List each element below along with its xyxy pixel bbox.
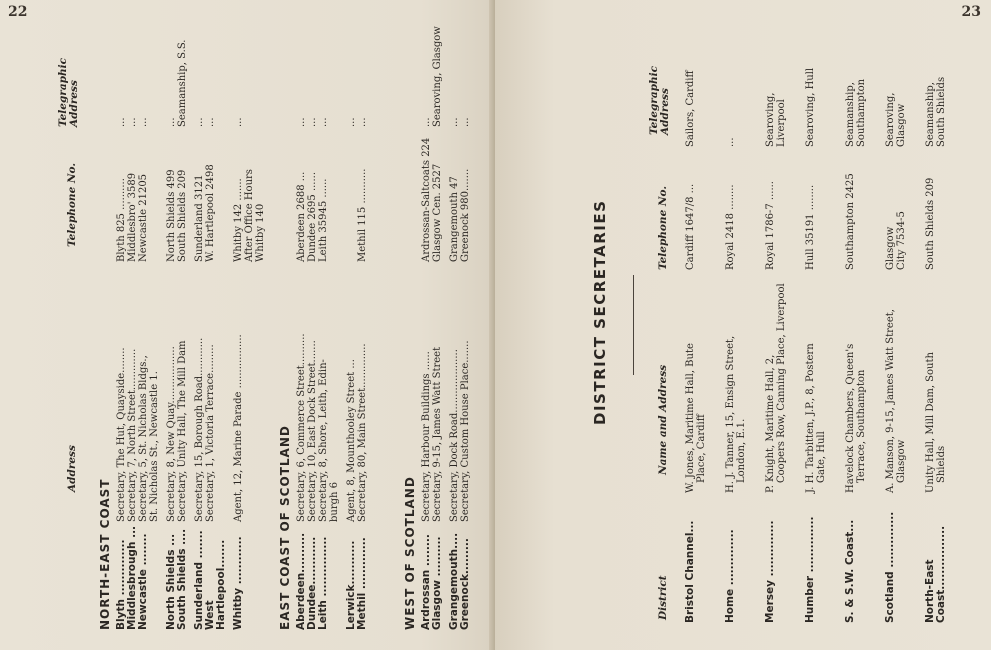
row-telegraphic: Seamanship, S.S.: [177, 39, 188, 127]
district-telegraphic: ...: [725, 137, 736, 147]
district-name-address: Unity Hall, Mill Dam, South: [925, 352, 936, 493]
row-telephone: Blyth 825 ..........: [116, 178, 127, 262]
section-title: NORTH-EAST COAST: [98, 478, 112, 630]
district-telegraphic: Searoving,: [765, 92, 776, 147]
row-place: Glasgow ..........: [431, 536, 443, 630]
district-telegraphic: Liverpool: [776, 99, 787, 147]
row-telephone: Dundee 2695 ......: [307, 171, 318, 262]
district-telephone: Hull 35191 ........: [805, 184, 816, 270]
row-telegraphic: ...: [233, 117, 244, 127]
row-place: Grangemouth....: [448, 532, 460, 630]
row-address: burgh 6: [329, 481, 340, 522]
row-address: Secretary, 6, Commerce Street..........: [296, 333, 307, 522]
header-telegraphic-right: Telegraphic Address: [648, 66, 671, 135]
district-name-address: Shields: [936, 445, 947, 483]
district-name-address: Terrace, Southampton: [856, 369, 867, 483]
row-place: West: [204, 600, 216, 630]
district-name: Humber ..............: [804, 516, 816, 623]
row-address: Agent, 12, Marine Parade .................: [233, 334, 244, 522]
row-telegraphic: ...: [357, 117, 368, 127]
row-telegraphic: ...: [307, 117, 318, 127]
row-telegraphic: ...: [460, 117, 471, 127]
row-telegraphic: ...: [449, 117, 460, 127]
district-telegraphic: Searoving, Hull: [805, 67, 816, 147]
district-name: North-East Coast................: [924, 525, 947, 623]
row-address: St. Nicholas St., Newcastle 1.: [149, 371, 160, 522]
row-telegraphic: ...: [138, 117, 149, 127]
district-name-address: A. Manson, 9-15, James Watt Street,: [885, 309, 896, 493]
row-place: Leith ...............: [317, 536, 329, 630]
district-name-address: London, E.1.: [736, 418, 747, 483]
district-telegraphic: Searoving,: [885, 92, 896, 147]
header-telephone: Telephone No.: [66, 163, 78, 247]
row-address: Secretary, 7, North Street.............: [127, 348, 138, 522]
row-telegraphic: ...: [205, 117, 216, 127]
row-place: Greenock.........: [459, 538, 471, 630]
district-telephone: Royal 2418 ........: [725, 184, 736, 270]
right-page: [495, 0, 991, 650]
row-place: Sunderland .......: [193, 530, 205, 630]
row-telegraphic: ...: [166, 117, 177, 127]
row-place: South Shields ....: [176, 528, 188, 630]
row-address: Secretary, The Hut, Quayside........: [116, 347, 127, 522]
district-name-address: H. J. Tanner, 15, Ensign Street,: [725, 335, 736, 493]
district-name: Scotland ..............: [884, 511, 896, 623]
row-telephone: W. Hartlepool 2498: [205, 164, 216, 262]
district-name-address: W. Jones, Maritime Hall, Bute: [685, 343, 696, 493]
page-number-right: 23: [961, 4, 981, 20]
row-place: Newcastle ........: [137, 533, 149, 630]
row-place: Dundee............: [306, 536, 318, 630]
row-telephone: Grangemouth 47: [449, 176, 460, 262]
row-address: Secretary, 15, Borough Road............: [194, 337, 205, 522]
row-place: Whitby ............: [232, 536, 244, 630]
district-telephone: City 7534-5: [896, 211, 907, 270]
row-address: Secretary, Dock Road....................: [449, 349, 460, 522]
right-page-table: [545, 40, 965, 625]
left-page-table: [57, 26, 478, 632]
row-address: Secretary, 10, East Dock Street.......: [307, 340, 318, 522]
row-telephone: Methil 115 ...........: [357, 168, 368, 262]
district-telegraphic: Sailors, Cardiff: [685, 70, 696, 147]
district-secretaries-title: DISTRICT SECRETARIES: [591, 199, 609, 425]
row-address: Secretary, Unity Hall, The Mill Dam: [177, 340, 188, 522]
district-telephone: Glasgow: [885, 226, 896, 270]
district-telephone: Southampton 2425: [845, 173, 856, 270]
header-address: Address: [66, 445, 78, 492]
row-telephone: After Office Hours: [244, 169, 255, 262]
district-telegraphic: Seamanship,: [845, 82, 856, 147]
district-telephone: South Shields 209: [925, 177, 936, 270]
row-address: Secretary, 8, Shore, Leith, Edin-: [318, 359, 329, 522]
row-address: Secretary, 8, New Quay..................: [166, 346, 177, 522]
row-place: Blyth ..............: [115, 539, 127, 630]
row-place: Lerwick...........: [345, 540, 357, 630]
row-place: Ardrossan ........: [420, 534, 432, 630]
district-name-address: Gate, Hull: [816, 431, 827, 483]
district-telephone: Cardiff 1647/8 ...: [685, 183, 696, 270]
district-telegraphic: South Shields: [936, 76, 947, 147]
left-page: [0, 0, 495, 650]
row-telephone: South Shields 209: [177, 169, 188, 262]
row-telephone: Greenock 980.......: [460, 168, 471, 262]
row-place: North Shields ...: [165, 533, 177, 630]
row-telegraphic: ...: [194, 117, 205, 127]
row-address: Secretary, Harbour Buildings ......: [421, 351, 432, 522]
district-telegraphic: Seamanship,: [925, 82, 936, 147]
row-telegraphic: ...: [421, 117, 432, 127]
row-address: Secretary, 1, Victoria Terrace.........: [205, 344, 216, 522]
row-address: Secretary, 9-15, James Watt Street: [432, 346, 443, 522]
row-telegraphic: Searoving, Glasgow: [432, 26, 443, 127]
district-name-address: Place, Cardiff: [696, 414, 707, 483]
row-telephone: Ardrossan-Saltcoats 224: [421, 137, 432, 262]
district-name: Mersey ..............: [764, 520, 776, 623]
district-name-address: Glasgow: [896, 439, 907, 483]
district-name-address: J. H. Tarbitten, J.P., 8, Postern: [805, 343, 816, 493]
district-name: Home ..............: [724, 529, 736, 623]
row-place: Aberdeen..........: [295, 532, 307, 630]
row-telephone: Whitby 142 .......: [233, 178, 244, 262]
row-telephone: Glasgow Cen. 2527: [432, 163, 443, 262]
row-telephone: North Shields 499: [166, 169, 177, 262]
row-telegraphic: ...: [318, 117, 329, 127]
row-telegraphic: ...: [127, 117, 138, 127]
district-name: S. & S.W. Coast...: [844, 519, 856, 623]
row-telephone: Leith 35945 ......: [318, 178, 329, 262]
district-telegraphic: Southampton: [856, 78, 867, 147]
row-telephone: Sunderland 3121: [194, 174, 205, 262]
row-telephone: Aberdeen 2688 ...: [296, 171, 307, 262]
section-title: WEST OF SCOTLAND: [403, 476, 417, 630]
header-name-address: Name and Address: [657, 364, 669, 475]
row-address: Secretary, Custom House Place.......: [460, 340, 471, 522]
district-name-address: P. Knight, Maritime Hall, 2,: [765, 354, 776, 493]
row-telephone: Middlesbro' 3589: [127, 172, 138, 262]
row-telegraphic: ...: [296, 117, 307, 127]
section-title: EAST COAST OF SCOTLAND: [278, 425, 292, 630]
row-place: Methil .............: [356, 537, 368, 630]
header-telegraphic: Telegraphic Address: [57, 58, 80, 127]
row-address: Secretary, 5, St. Nicholas Bldgs.,: [138, 355, 149, 522]
row-place: Hartlepool.......: [215, 539, 227, 630]
row-telegraphic: ...: [346, 117, 357, 127]
row-telegraphic: ...: [116, 117, 127, 127]
row-telephone: Whitby 140: [255, 203, 266, 262]
page-number-left: 22: [8, 4, 28, 20]
row-place: Middlesbrough ...: [126, 525, 138, 630]
title-rule: [633, 275, 634, 375]
district-name-address: Havelock Chambers, Queen's: [845, 343, 856, 493]
district-name: Bristol Channel...: [684, 520, 696, 623]
row-address: Agent, 8, Mounthooley Street ...: [346, 359, 357, 522]
row-telephone: Newcastle 21205: [138, 173, 149, 262]
header-telephone-right: Telephone No.: [657, 186, 669, 270]
header-district: District: [657, 575, 669, 620]
district-name-address: Coopers Row, Canning Place, Liverpool: [776, 283, 787, 483]
row-address: Secretary, 80, Main Street..............: [357, 343, 368, 522]
district-telephone: Royal 1786-7 ......: [765, 181, 776, 270]
district-telegraphic: Glasgow: [896, 103, 907, 147]
